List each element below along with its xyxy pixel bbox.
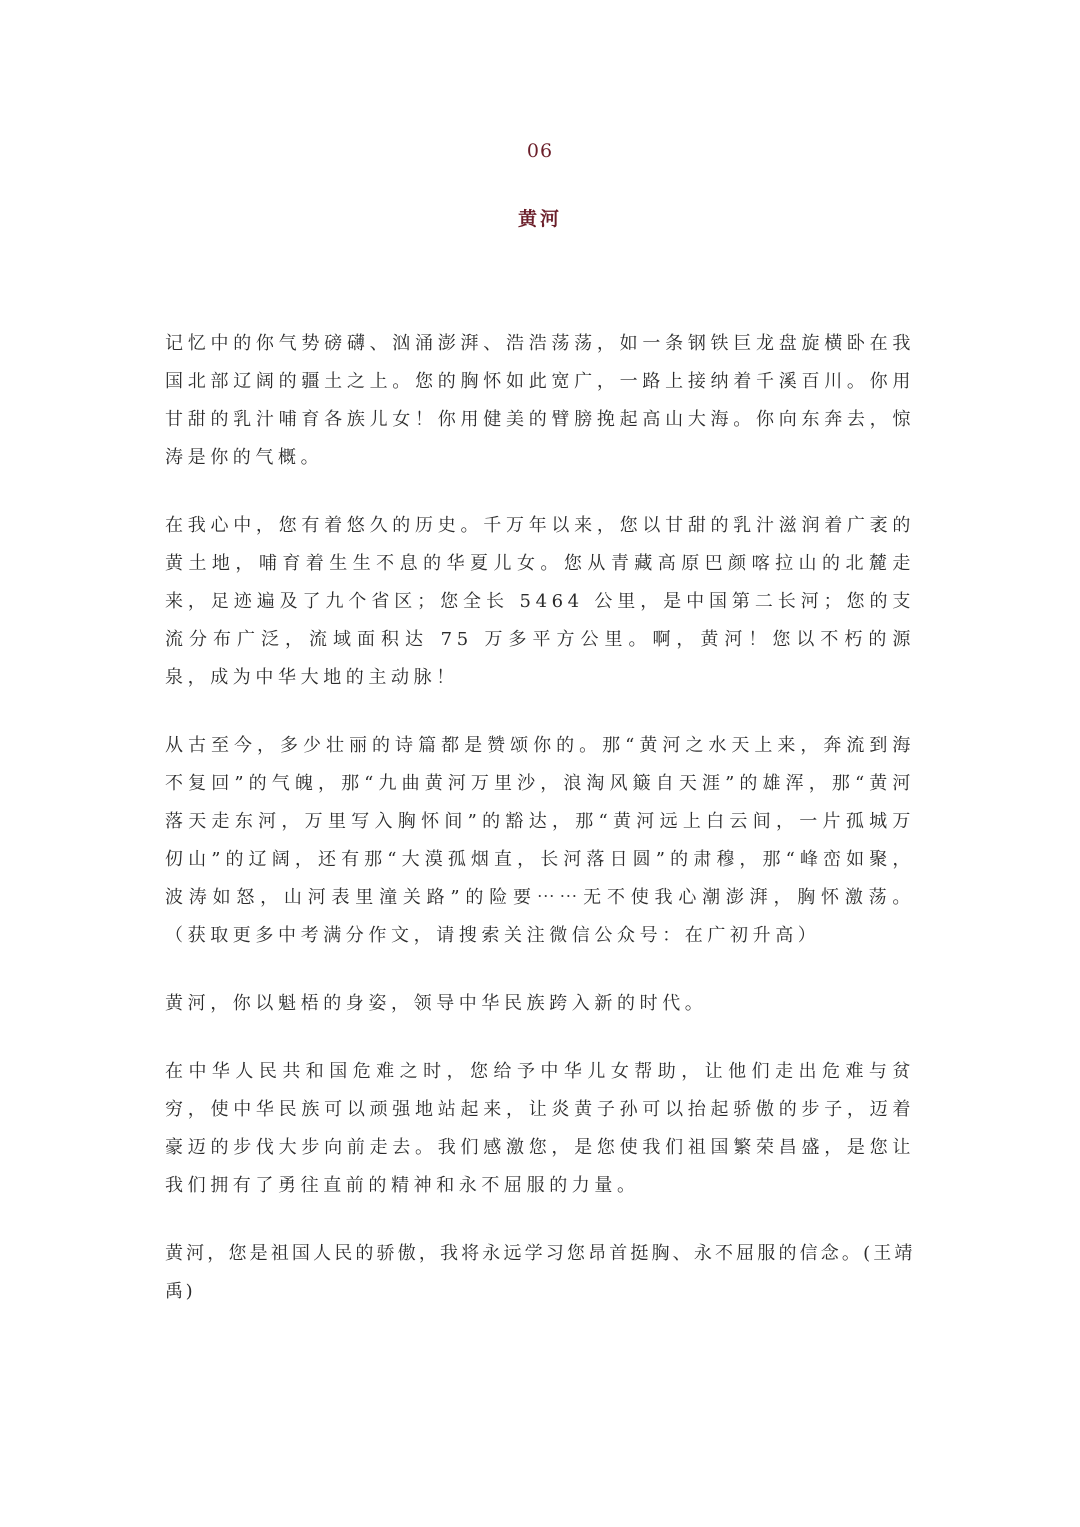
- paragraph-4: 黄河，你以魁梧的身姿，领导中华民族跨入新的时代。: [165, 993, 708, 1014]
- section-number: 06: [526, 140, 554, 162]
- paragraph-1: 记忆中的你气势磅礴、汹涌澎湃、浩浩荡荡，如一条钢铁巨龙盘旋横卧在我国北部辽阔的疆土之上。您的胸怀如此宽广，一路上接纳着千溪百川。你用甘甜的乳汁哺育各族儿女！你用健美的臂膀挽起高山大海。你向东奔去，惊涛是你的气概。: [165, 333, 915, 468]
- paragraph-5: 在中华人民共和国危难之时，您给予中华儿女帮助，让他们走出危难与贫穷，使中华民族可以顽强地站起来，让炎黄子孙可以抬起骄傲的步子，迈着豪迈的步伐大步向前走去。我们感激您，是您使我们祖国繁荣昌盛，是您让我们拥有了勇往直前的精神和永不屈服的力量。: [165, 1061, 915, 1196]
- paragraph-3: 从古至今，多少壮丽的诗篇都是赞颂你的。那“黄河之水天上来，奔流到海不复回”的气魄，那“九曲黄河万里沙，浪淘风簸自天涯”的雄浑，那“黄河落天走东河，万里写入胸怀间”的豁达，那“黄河远上白云间，一片孤城万仞山”的辽阔，还有那“大漠孤烟直，长河落日圆”的肃穆，那“峰峦如聚，波涛如怒，山河表里潼关路”的险要⋯⋯无不使我心潮澎湃，胸怀激荡。（获取更多中考满分作文，请搜索关注微信公众号：在广初升高）: [165, 735, 915, 946]
- essay-title: 黄河: [517, 208, 562, 230]
- paragraph-6: 黄河，您是祖国人民的骄傲，我将永远学习您昂首挺胸、永不屈服的信念。(王靖禹): [165, 1243, 915, 1302]
- paragraph-2: 在我心中，您有着悠久的历史。千万年以来，您以甘甜的乳汁滋润着广袤的黄土地，哺育着生生不息的华夏儿女。您从青藏高原巴颜喀拉山的北麓走来，足迹遍及了九个省区；您全长 5464 公里，是中国第二长河；您的支流分布广泛，流域面积达 75 万多平方公里。啊，黄河！您以不朽的源泉，成为中华大地的主动脉！: [165, 515, 915, 688]
- essay-body: [165, 325, 915, 1341]
